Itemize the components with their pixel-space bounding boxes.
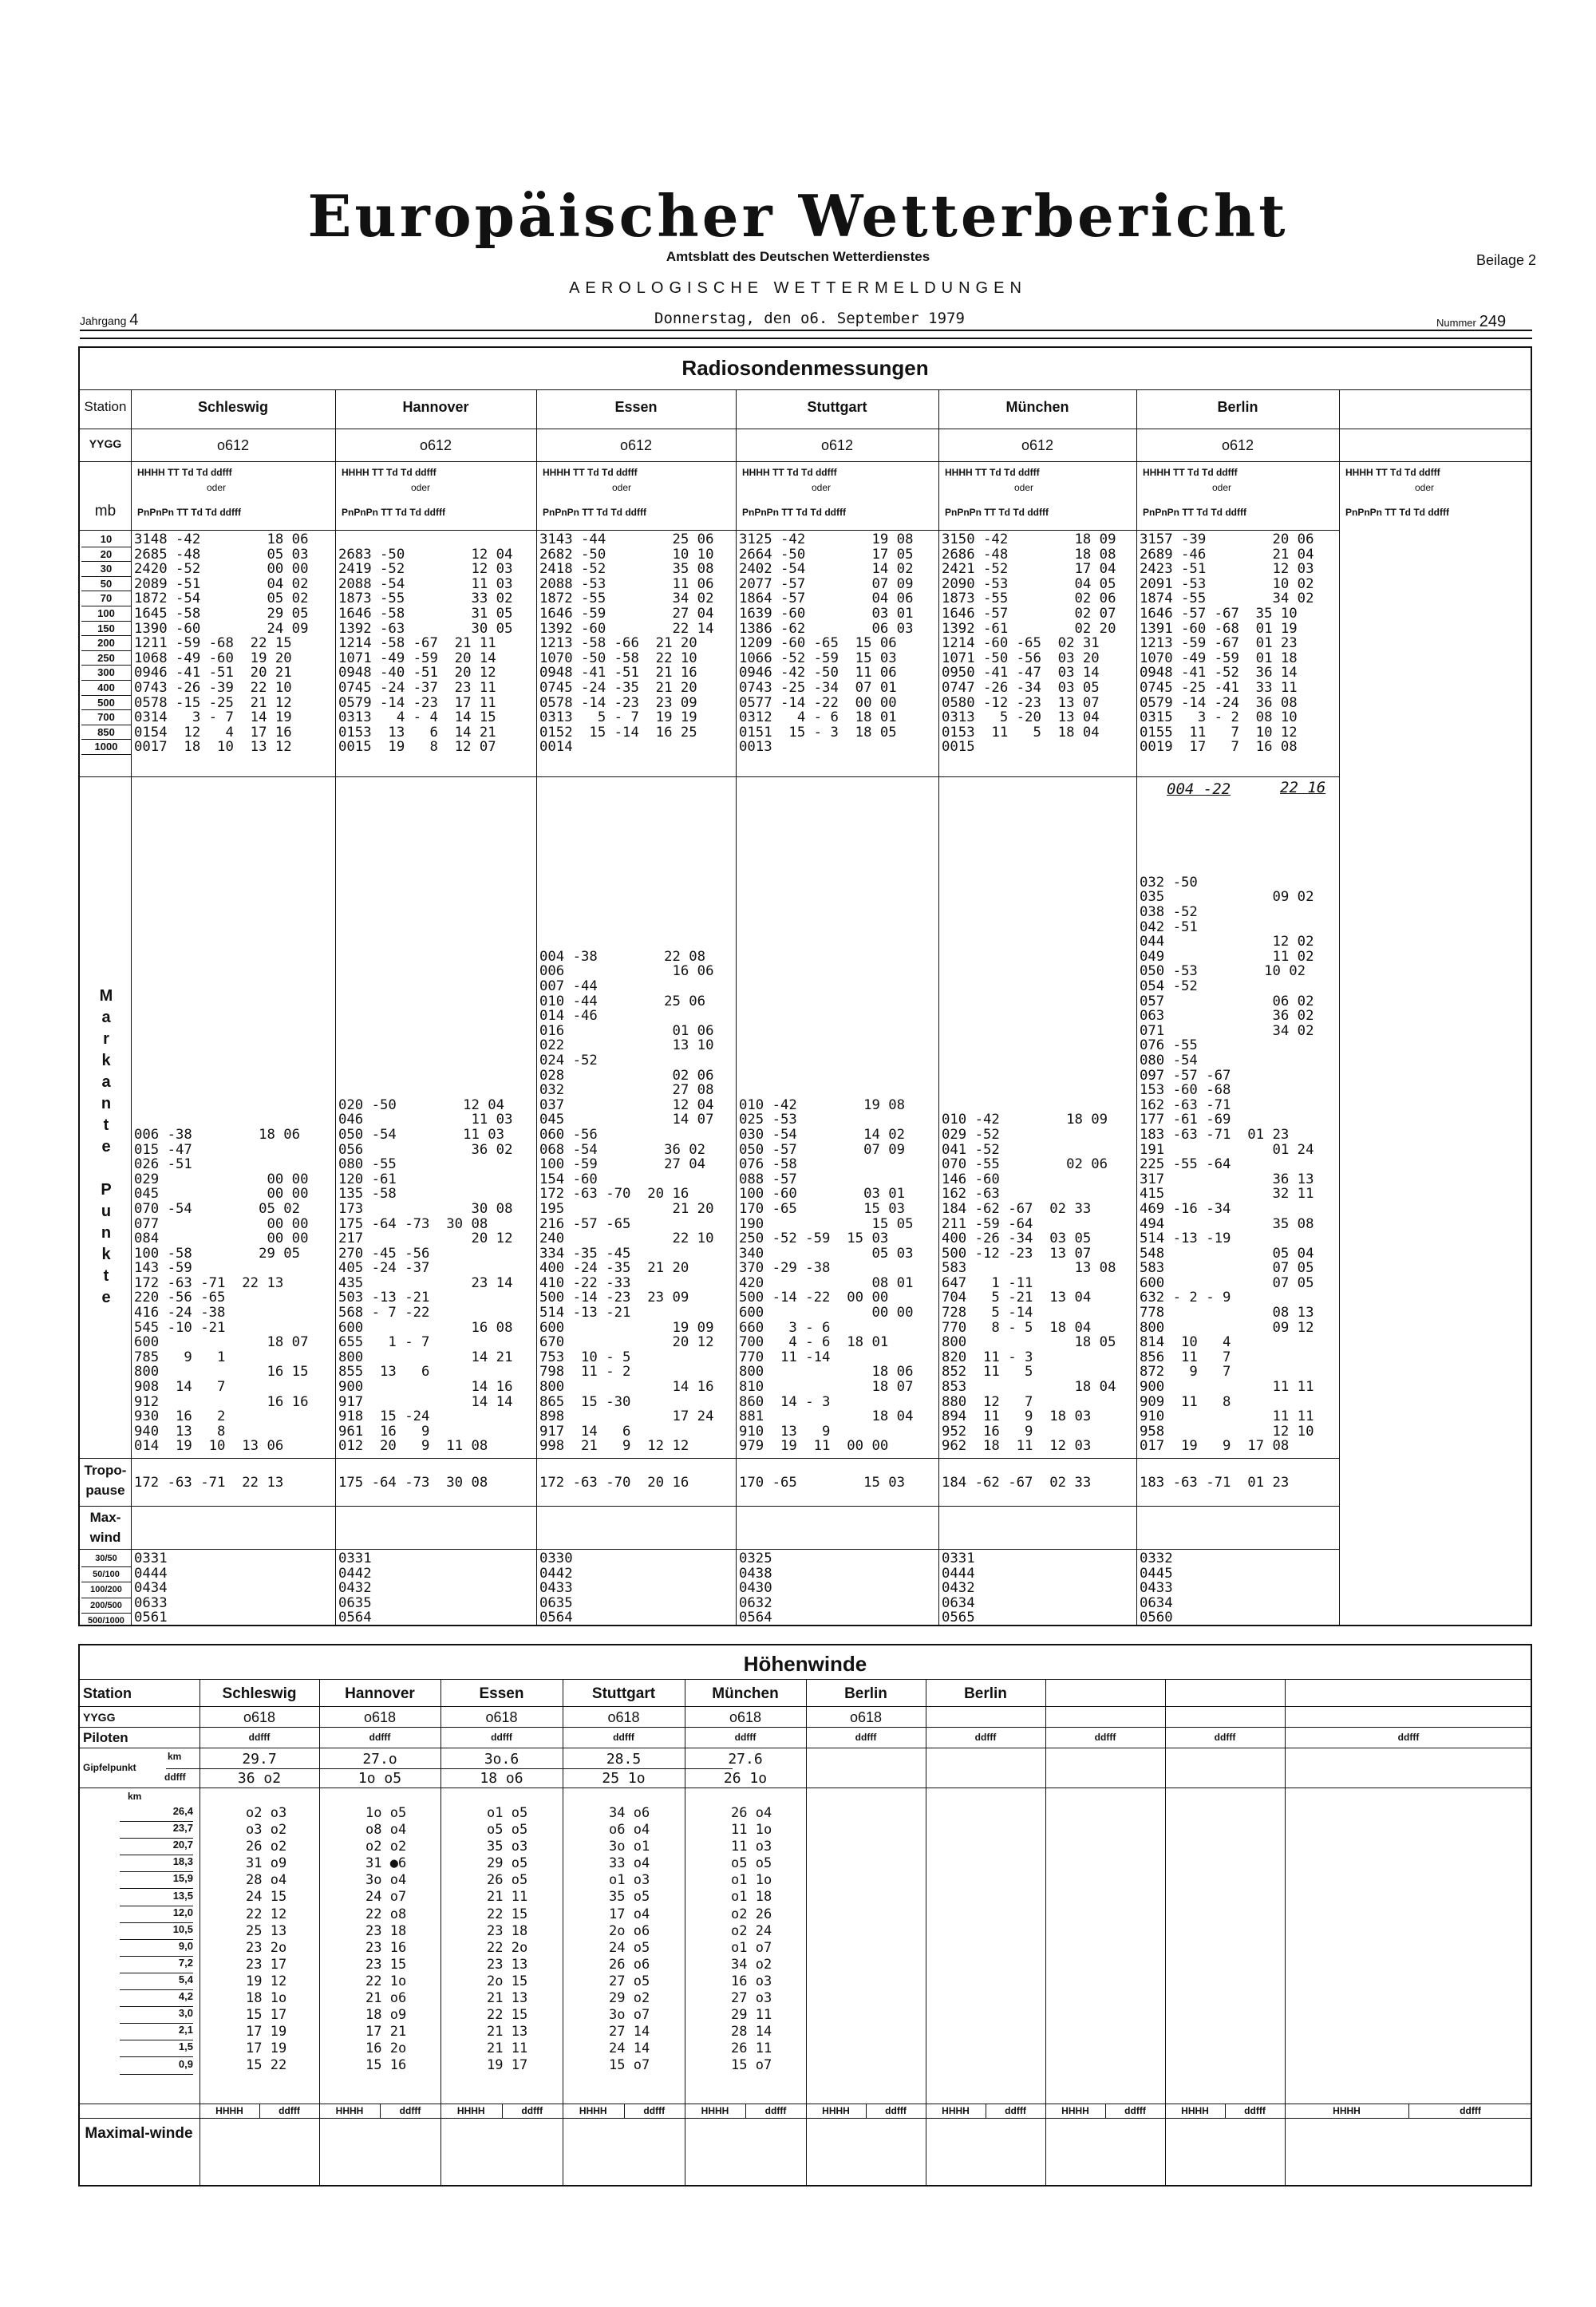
marked-points: 010 -42 19 08 025 -53 030 -54 14 02 050 -57 07 09 076 -58 088 -57 100 -60 03 01 170 -65 15 03 190 15 05 250 -52 -59 15 03 340 05 03 370 -29 -38 420 08 01 500 -14 -22 00 00 600 00 00 660 3 - 6 700 4 - 6 18 01 770 11 -14 800 18 06 810 18 07 860 14 - 3 881 18 04 910 13 9 979 19 11 00 00 — [739, 1096, 914, 1455]
col-header-top: HHHH TT Td Td ddfff — [1143, 467, 1238, 478]
wind-values: 1o o5 o8 o4 o2 o2 31 ●6 3o o4 24 o7 22 o8 23 18 23 16 23 15 22 1o 21 o6 18 o9 17 21 16 2o 15 16 — [365, 1805, 407, 2074]
piloten-ddfff: ddfff — [974, 1732, 997, 1743]
maxwind-ddfff: ddfff — [279, 2105, 300, 2116]
col-header-mid: oder — [1212, 482, 1232, 493]
column-divider — [536, 389, 537, 1626]
wind-station-name: Essen — [479, 1685, 524, 1702]
gipfel-ddfff: 36 o2 — [237, 1770, 282, 1787]
col-header-bot: PnPnPn TT Td Td ddfff — [742, 507, 846, 518]
shear-label: 50/100 — [81, 1567, 131, 1583]
wind-station-name: Stuttgart — [591, 1685, 656, 1702]
gipfel-km: 3o.6 — [484, 1751, 519, 1768]
mb-label: mb — [94, 503, 117, 519]
wind-values: 34 o6 o6 o4 3o o1 33 o4 o1 o3 35 o5 17 o4 2o o6 24 o5 26 o6 27 o5 29 o2 3o o7 27 14 24 14 15 o7 — [609, 1805, 650, 2074]
handwritten-note: 004 -22 — [1167, 780, 1231, 798]
column-divider — [1225, 2104, 1226, 2118]
wind-values: o1 o5 o5 o5 35 o3 29 o5 26 o5 21 11 22 15 23 18 22 2o 23 13 2o 15 21 13 22 15 21 13 21 11 19 17 — [487, 1805, 528, 2074]
col-header-mid: oder — [612, 482, 632, 493]
level-label: 700 — [81, 710, 131, 725]
maxwind-ddfff: ddfff — [643, 2105, 666, 2116]
column-divider — [624, 2104, 625, 2118]
standard-levels: 3143 -44 25 06 2682 -50 10 10 2418 -52 35 08 2088 -53 11 06 1872 -55 34 02 1646 -59 27 04 1392 -60 22 14 1213 -58 -66 21 20 1070 -50 -58 22 10 0948 -41 -51 21 16 0745 -24 -35 21 20 0578 -14 -23 23 09 0313 5 - 7 19 19 0152 15 -14 16 25 0014 — [539, 531, 714, 756]
maxwind-ddfff: ddfff — [399, 2105, 421, 2116]
tropopause-value: 183 -63 -71 01 23 — [1140, 1475, 1290, 1491]
upper-winds-title: Höhenwinde — [743, 1652, 867, 1676]
wind-station-name: München — [712, 1685, 779, 1702]
tropopause-value: 184 -62 -67 02 33 — [942, 1475, 1092, 1491]
shear-label: 500/1000 — [88, 1616, 124, 1626]
level-label: 10 — [81, 532, 131, 547]
piloten-label: Piloten — [83, 1730, 128, 1745]
wind-level: 3,0 — [120, 2007, 193, 2024]
col-header-top: HHHH TT Td Td ddfff — [137, 467, 232, 478]
wind-station-label: Station — [83, 1685, 132, 1701]
piloten-ddfff: ddfff — [369, 1732, 391, 1743]
maxwind-ddfff: ddfff — [1460, 2105, 1481, 2116]
maxwind-hhhh: HHHH — [215, 2105, 243, 2116]
wind-level: 0,9 — [120, 2058, 193, 2075]
piloten-ddfff: ddfff — [855, 1732, 877, 1743]
column-divider — [335, 389, 336, 1626]
wind-yygg-label: YYGG — [83, 1711, 116, 1724]
maxwind-hhhh: HHHH — [1333, 2105, 1361, 2116]
maxwind-hhhh: HHHH — [1061, 2105, 1089, 2116]
wind-station-name: Schleswig — [222, 1685, 297, 1702]
km-label: km — [128, 1791, 142, 1802]
wind-yygg: o618 — [243, 1709, 276, 1725]
level-label: 50 — [81, 577, 131, 592]
level-label: 70 — [81, 591, 131, 606]
column-divider — [745, 2104, 746, 2118]
col-header-bot: PnPnPn TT Td Td ddfff — [945, 507, 1049, 518]
maxwind-hhhh: HHHH — [579, 2105, 607, 2116]
shear-label: 30/50 — [81, 1551, 131, 1567]
piloten-ddfff: ddfff — [1397, 1732, 1420, 1743]
level-label: 300 — [81, 666, 131, 681]
handwritten-note-2: 22 16 — [1280, 779, 1326, 796]
standard-levels: 3150 -42 18 09 2686 -48 18 08 2421 -52 17 04 2090 -53 04 05 1873 -55 02 06 1646 -57 02 07 1392 -61 02 20 1214 -60 -65 02 31 1071 -50 -56 03 20 0950 -41 -47 03 14 0747 -26 -34 03 05 0580 -12 -23 13 07 0313 5 -20 13 04 0153 11 5 18 04 0015 — [942, 531, 1116, 756]
wind-level: 4,2 — [120, 1990, 193, 2007]
wind-values: 26 o4 11 1o 11 o3 o5 o5 o1 1o o1 18 o2 26 o2 24 o1 o7 34 o2 16 o3 27 o3 29 11 28 14 26 11 15 o7 — [731, 1805, 772, 2074]
station-name: Schleswig — [197, 399, 269, 415]
wind-level: 15,9 — [120, 1872, 193, 1889]
maxwind-ddfff: ddfff — [764, 2105, 787, 2116]
maxwind-row-label: Maximal-winde — [85, 2125, 193, 2142]
col-header-mid: oder — [1415, 482, 1435, 493]
marked-points: 020 -50 12 04 046 11 03 050 -54 11 03 056 36 02 080 -55 120 -61 135 -58 173 30 08 175 -64 -73 30 08 217 20 12 270 -45 -56 405 -24 -37 435 23 14 503 -13 -21 568 - 7 -22 600 16 08 655 1 - 7 800 14 21 855 13 6 900 14 16 917 14 14 918 15 -24 961 16 9 012 20 9 11 08 — [338, 1096, 513, 1455]
wind-level: 7,2 — [120, 1957, 193, 1973]
standard-levels: 3125 -42 19 08 2664 -50 17 05 2402 -54 14 02 2077 -57 07 09 1864 -57 04 06 1639 -60 03 01 1386 -62 06 03 1209 -60 -65 15 06 1066 -52 -59 15 03 0946 -42 -50 11 06 0743 -25 -34 07 01 0577 -14 -22 00 00 0312 4 - 6 18 01 0151 15 - 3 18 05 0013 — [739, 531, 914, 756]
radiosonde-title: Radiosondenmessungen — [681, 356, 929, 380]
col-header-bot: PnPnPn TT Td Td ddfff — [1345, 507, 1449, 518]
piloten-ddfff: ddfff — [248, 1732, 271, 1743]
shear-values: 0331 0444 0432 0634 0565 — [942, 1551, 975, 1626]
col-header-mid: oder — [1014, 482, 1034, 493]
rule — [78, 1549, 1339, 1550]
column-divider — [259, 2104, 260, 2118]
col-header-bot: PnPnPn TT Td Td ddfff — [1143, 507, 1246, 518]
wind-station-name: Hannover — [345, 1685, 415, 1702]
wind-level: 9,0 — [120, 1940, 193, 1957]
column-divider — [1105, 2104, 1106, 2118]
rule — [78, 530, 1339, 531]
level-label: 1000 — [81, 740, 131, 755]
wind-level: 12,0 — [120, 1906, 193, 1923]
level-label: 150 — [81, 622, 131, 637]
wind-station-name: Berlin — [844, 1685, 887, 1702]
gipfel-km: 27.6 — [728, 1751, 763, 1768]
gipfel-km-label: km — [168, 1751, 182, 1762]
rule — [78, 1706, 1532, 1707]
level-label: 250 — [81, 651, 131, 666]
gipfel-ddfff: 26 1o — [723, 1770, 768, 1787]
piloten-ddfff: ddfff — [734, 1732, 757, 1743]
tropopause-value: 172 -63 -71 22 13 — [134, 1475, 284, 1491]
document-title: Europäischer Wetterbericht — [307, 182, 1289, 250]
piloten-ddfff: ddfff — [1214, 1732, 1236, 1743]
level-label: 850 — [81, 725, 131, 741]
wind-level: 20,7 — [120, 1839, 193, 1855]
shear-values: 0325 0438 0430 0632 0564 — [739, 1551, 772, 1626]
gipfel-ddfff: 25 1o — [602, 1770, 646, 1787]
col-header-bot: PnPnPn TT Td Td ddfff — [543, 507, 646, 518]
maxwind-hhhh: HHHH — [456, 2105, 485, 2116]
wind-level: 2,1 — [120, 2024, 193, 2040]
pressure-levels — [81, 532, 131, 755]
wind-level: 23,7 — [120, 1822, 193, 1839]
rule — [78, 1679, 1532, 1680]
rule — [78, 776, 1339, 777]
wind-station-name: Berlin — [964, 1685, 1007, 1702]
column-divider — [866, 2104, 867, 2118]
column-divider — [736, 389, 737, 1626]
col-header-top: HHHH TT Td Td ddfff — [342, 467, 437, 478]
shear-values: 0331 0444 0434 0633 0561 — [134, 1551, 168, 1626]
marked-points: 032 -50 035 09 02 038 -52 042 -51 044 12 02 049 11 02 050 -53 10 02 054 -52 057 06 02 063 36 02 071 34 02 076 -55 080 -54 097 -57 -67 153 -60 -68 162 -63 -71 177 -61 -69 183 -63 -71 01 23 191 01 24 225 -55 -64 317 36 13 415 32 11 469 -16 -34 494 35 08 514 -13 -19 548 05 04 583 07 05 600 07 05 632 - 2 - 9 778 08 13 800 09 12 814 10 4 856 11 7 872 9 7 900 11 11 909 11 8 910 11 11 958 12 10 017 19 9 17 08 — [1140, 874, 1314, 1455]
maxwind-ddfff: ddfff — [1124, 2105, 1146, 2116]
marked-points-label — [83, 986, 129, 1309]
gipfel-label: Gipfelpunkt — [83, 1762, 136, 1773]
wind-level: 26,4 — [120, 1805, 193, 1822]
marked-points: 010 -42 18 09 029 -52 041 -52 070 -55 02 06 146 -60 162 -63 184 -62 -67 02 33 211 -59 -64 400 -26 -34 03 05 500 -12 -23 13 07 583 13 08 647 1 -11 704 5 -21 13 04 728 5 -14 770 8 - 5 18 04 800 18 05 820 11 - 3 852 11 5 853 18 04 880 12 7 894 11 9 18 03 952 16 9 962 18 11 12 03 — [942, 1112, 1116, 1455]
column-divider — [1339, 389, 1340, 1626]
rule — [78, 1727, 1532, 1728]
tropopause-label: Tropo-pause — [84, 1463, 127, 1498]
col-header-top: HHHH TT Td Td ddfff — [1345, 467, 1440, 478]
wind-values: o2 o3 o3 o2 26 o2 31 o9 28 o4 24 15 22 12 25 13 23 2o 23 17 19 12 18 1o 15 17 17 19 17 19 15 22 — [246, 1805, 287, 2074]
station-yygg: o612 — [820, 437, 854, 453]
level-label: 100 — [81, 606, 131, 622]
maxwind-ddfff: ddfff — [521, 2105, 543, 2116]
maxwind-hhhh: HHHH — [701, 2105, 729, 2116]
level-label: 200 — [81, 636, 131, 651]
maxwind-hhhh: HHHH — [1181, 2105, 1209, 2116]
volume-info: Jahrgang 4 — [80, 311, 139, 329]
wind-yygg: o618 — [485, 1709, 518, 1725]
header-rule-2 — [80, 338, 1532, 339]
shear-values: 0331 0442 0432 0635 0564 — [338, 1551, 372, 1626]
section-heading: AEROLOGISCHE WETTERMELDUNGEN — [569, 279, 1027, 297]
column-divider — [1136, 389, 1137, 1626]
tropopause-value: 170 -65 15 03 — [739, 1475, 906, 1491]
shear-labels — [81, 1551, 131, 1629]
level-label: 400 — [81, 681, 131, 696]
standard-levels: 3148 -42 18 06 2685 -48 05 03 2420 -52 00 00 2089 -51 04 02 1872 -54 05 02 1645 -58 29 05 1390 -60 24 09 1211 -59 -68 22 15 1068 -49 -60 19 20 0946 -41 -51 20 21 0743 -26 -39 22 10 0578 -15 -25 21 12 0314 3 - 7 14 19 0154 12 4 17 16 0017 18 10 13 12 — [134, 531, 309, 756]
wind-yygg: o618 — [363, 1709, 397, 1725]
rule — [78, 1458, 1339, 1459]
wind-yygg: o618 — [849, 1709, 883, 1725]
shear-label: 200/500 — [81, 1598, 131, 1614]
shear-label: 100/200 — [81, 1582, 131, 1598]
document-subtitle: Amtsblatt des Deutschen Wetterdienstes — [666, 249, 930, 264]
shear-values: 0332 0445 0433 0634 0560 — [1140, 1551, 1173, 1626]
station-yygg: o612 — [419, 437, 452, 453]
level-label: 20 — [81, 547, 131, 563]
column-divider — [502, 2104, 503, 2118]
station-yygg: o612 — [216, 437, 250, 453]
level-label: 500 — [81, 696, 131, 711]
issue-number: Nummer 249 — [1436, 313, 1507, 330]
station-name: München — [1005, 399, 1069, 415]
wind-yygg: o618 — [607, 1709, 640, 1725]
col-header-mid: oder — [207, 482, 227, 493]
col-header-top: HHHH TT Td Td ddfff — [945, 467, 1040, 478]
station-yygg: o612 — [1221, 437, 1254, 453]
rule — [78, 2118, 1532, 2119]
marked-points: 004 -38 22 08 006 16 06 007 -44 010 -44 25 06 014 -46 016 01 06 022 13 10 024 -52 028 02 06 032 27 08 037 12 04 045 14 07 060 -56 068 -54 36 02 100 -59 27 04 154 -60 172 -63 -70 20 16 195 21 20 216 -57 -65 240 22 10 334 -35 -45 400 -24 -35 21 20 410 -22 -33 500 -14 -23 23 09 514 -13 -21 600 19 09 670 20 12 753 10 - 5 798 11 - 2 800 14 16 865 15 -30 898 17 24 917 14 6 998 21 9 12 12 — [539, 948, 714, 1455]
supplement-label: Beilage 2 — [1476, 252, 1537, 268]
rule — [78, 1506, 1339, 1507]
rule — [166, 1768, 733, 1769]
station-yygg: o612 — [619, 437, 653, 453]
piloten-ddfff: ddfff — [1094, 1732, 1116, 1743]
col-header-mid: oder — [411, 482, 431, 493]
piloten-ddfff: ddfff — [613, 1732, 634, 1743]
col-header-bot: PnPnPn TT Td Td ddfff — [342, 507, 445, 518]
col-header-top: HHHH TT Td Td ddfff — [742, 467, 837, 478]
rule — [78, 461, 1532, 462]
station-name: Stuttgart — [807, 399, 867, 415]
maxwind-ddfff: ddfff — [1244, 2105, 1266, 2116]
wind-level: 18,3 — [120, 1855, 193, 1872]
gipfel-ddfff-label: ddfff — [164, 1772, 186, 1783]
shear-values: 0330 0442 0433 0635 0564 — [539, 1551, 573, 1626]
column-divider — [380, 2104, 381, 2118]
gipfel-ddfff: 18 o6 — [480, 1770, 523, 1787]
piloten-ddfff: ddfff — [491, 1732, 512, 1743]
yygg-label: YYGG — [89, 437, 122, 450]
maxwind-ddfff: ddfff — [885, 2105, 907, 2116]
gipfel-km: 27.o — [362, 1751, 397, 1768]
col-header-top: HHHH TT Td Td ddfff — [543, 467, 638, 478]
station-label: Station — [84, 399, 127, 414]
maxwind-ddfff: ddfff — [1005, 2105, 1026, 2116]
column-divider — [131, 389, 132, 1626]
gipfel-ddfff: 1o o5 — [358, 1770, 402, 1787]
marked-points-text: M a r k a n t e P u n k t e — [99, 987, 113, 1306]
col-header-bot: PnPnPn TT Td Td ddfff — [137, 507, 241, 518]
rule — [78, 389, 1532, 390]
maxwind-label: Max-wind — [89, 1510, 121, 1545]
maxwind-hhhh: HHHH — [335, 2105, 364, 2116]
gipfel-km: 28.5 — [606, 1751, 642, 1768]
tropopause-value: 175 -64 -73 30 08 — [338, 1475, 488, 1491]
station-yygg: o612 — [1021, 437, 1054, 453]
column-divider — [1408, 2104, 1409, 2118]
standard-levels: 3157 -39 20 06 2689 -46 21 04 2423 -51 12 03 2091 -53 10 02 1874 -55 34 02 1646 -57 -67 35 10 1391 -60 -68 01 19 1213 -59 -67 01 23 1070 -49 -59 01 18 0948 -41 -52 36 14 0745 -25 -41 33 11 0579 -14 -24 36 08 0315 3 - 2 08 10 0155 11 7 10 12 0019 17 7 16 08 — [1140, 531, 1314, 756]
header-rule — [80, 330, 1532, 331]
level-label: 30 — [81, 562, 131, 577]
wind-level: 10,5 — [120, 1923, 193, 1940]
wind-level: 1,5 — [120, 2040, 193, 2057]
col-header-mid: oder — [812, 482, 832, 493]
station-name: Hannover — [402, 399, 469, 415]
maxwind-hhhh: HHHH — [942, 2105, 970, 2116]
tropopause-value: 172 -63 -70 20 16 — [539, 1475, 689, 1491]
standard-levels: 2683 -50 12 04 2419 -52 12 03 2088 -54 11 03 1873 -55 33 02 1646 -58 31 05 1392 -63 30 05 1214 -58 -67 21 11 1071 -49 -59 20 14 0948 -40 -51 20 12 0745 -24 -37 23 11 0579 -14 -23 17 11 0313 4 - 4 14 15 0153 13 6 14 21 0015 19 8 12 07 — [338, 546, 513, 756]
station-name: Berlin — [1217, 399, 1258, 415]
column-divider — [938, 389, 939, 1626]
station-name: Essen — [614, 399, 658, 415]
marked-points: 006 -38 18 06 015 -47 026 -51 029 00 00 045 00 00 070 -54 05 02 077 00 00 084 00 00 100 -58 29 05 143 -59 172 -63 -71 22 13 220 -56 -65 416 -24 -38 545 -10 -21 600 18 07 785 9 1 800 16 15 908 14 7 912 16 16 930 16 2 940 13 8 014 19 10 13 06 — [134, 1126, 309, 1455]
wind-level: 5,4 — [120, 1973, 193, 1990]
wind-yygg: o618 — [729, 1709, 762, 1725]
maxwind-hhhh: HHHH — [822, 2105, 850, 2116]
gipfel-km: 29.7 — [242, 1751, 277, 1768]
issue-date: Donnerstag, den o6. September 1979 — [654, 310, 965, 327]
wind-level: 13,5 — [120, 1890, 193, 1906]
